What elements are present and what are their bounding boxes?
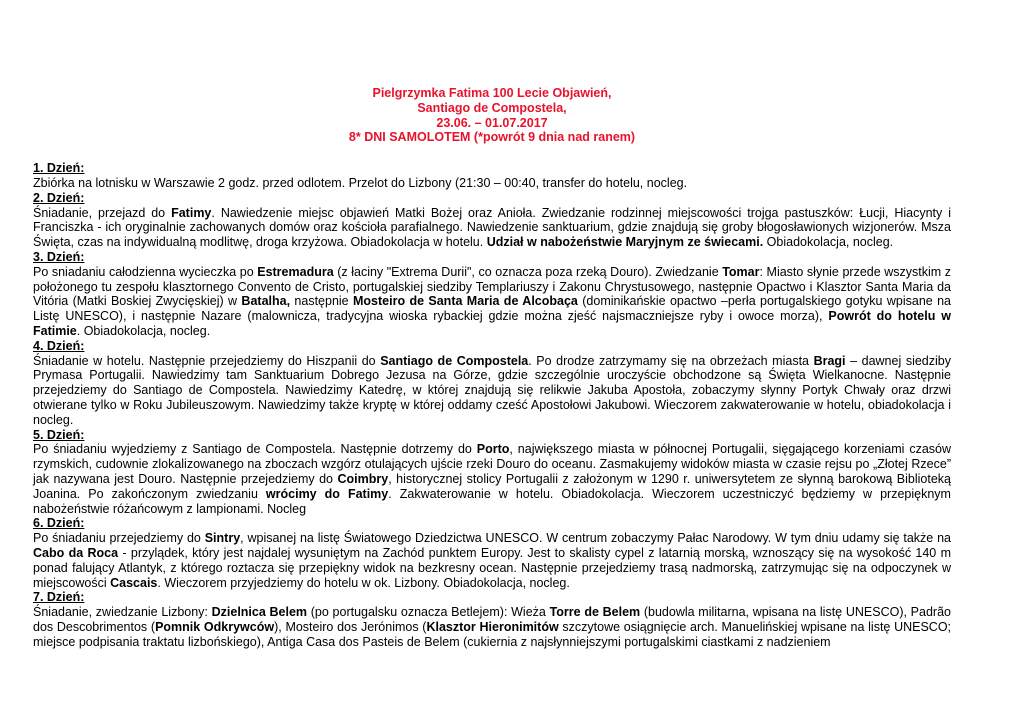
- highlight-text: Fatimy: [171, 205, 212, 220]
- highlight-text: Udział w nabożeństwie Maryjnym ze świecami.: [486, 235, 764, 250]
- body-text: . Nawiedzenie miejsc objawień Matki Bożej oraz Anioła. Zwiedzanie rodzinnej miejscowości trojga pastuszków: Łucji, Hiacynty i Franciszka - ich oryginalnie zachowanych domów oraz kościoła parafialnego. Nawiedzenie sanktuarium, gdzie znajdują się groby błogosławionych wizjonerów. Msza Święta, czas na indywidualną modlitwę, droga krzyżowa. Obiadokolacja w hotelu.: [33, 205, 951, 250]
- body-text: , największego miasta w północnej Portugalii, sięgającego korzeniami czasów rzymskich, cudownie zlokalizowanego na zboczach wzgórz otulających ujście rzeki Douro do oceanu. Zasmakujemy widoków miasta w czasie rejsu po „Złotej Rzece” jak nazywana jest Douro. Następnie przejedziemy do: [33, 442, 951, 486]
- body-text: Po sniadaniu całodzienna wycieczka po: [33, 264, 258, 279]
- body-text: ), Mosteiro dos Jerónimos (: [274, 619, 427, 634]
- body-text: Śniadanie w hotelu. Następnie przejedziemy do Hiszpanii do: [33, 353, 381, 368]
- body-text: . Zakwaterowanie w hotelu. Obiadokolacja. Wieczorem uczestniczyć będziemy w przepięknym nabożeństwie różańcowym z lampionami. Nocleg: [33, 486, 951, 516]
- day-title: 5. Dzień:: [33, 427, 85, 442]
- body-text: , historycznej stolicy Portugalii z założonym w 1290 r. uniwersytetem ze słynną barokową Biblioteką Joanina. Po zakończonym zwiedzaniu: [33, 471, 951, 501]
- body-text: Śniadanie, zwiedzanie Lizbony:: [33, 605, 212, 620]
- body-text: (budowla militarna, wpisana na listę UNESCO), Padrão dos Descobrimentos (: [33, 605, 951, 634]
- highlight-text: Powrót do hotelu w Fatimie: [33, 309, 952, 338]
- highlight-text: Estremadura: [257, 264, 334, 279]
- highlight-text: Santiago de Compostela: [380, 353, 529, 368]
- highlight-text: Klasztor Hieronimitów: [426, 619, 559, 634]
- highlight-text: wrócimy do Fatimy: [265, 486, 389, 501]
- body-text: następnie: [290, 294, 353, 309]
- day-description: [33, 206, 951, 250]
- body-text: . Po drodze zatrzymamy się na obrzeżach miasta: [528, 353, 814, 368]
- body-text: (po portugalsku oznacza Betlejem): Wieża: [307, 605, 550, 620]
- body-text: szczytowe osiągnięcie arch. Manuelińskiej wpisane na listę UNESCO; miejsce podpisania traktatu lizbońskiego), Antiga Casa dos Pasteis de Belem (cukiernia z najsłynniejszymi portugalskimi ciastkami z nadzieniem: [33, 619, 952, 649]
- document-page: [33, 86, 951, 649]
- highlight-text: Mosteiro de Santa Maria de Alcobaça: [353, 294, 578, 309]
- body-text: (z łaciny "Extrema Durii", co oznacza poza rzeką Douro). Zwiedzanie: [333, 264, 723, 279]
- day-description: [33, 442, 951, 516]
- document-header: [33, 86, 951, 145]
- body-text: . Obiadokolacja, nocleg.: [76, 323, 211, 338]
- highlight-text: Coimbry: [337, 471, 389, 486]
- day-description: [33, 265, 951, 339]
- header-destination: Santiago de Compostela,: [417, 100, 567, 115]
- body-text: Śniadanie, przejazd do: [33, 205, 172, 220]
- body-text: : Miasto słynie przede wszystkim z położonego tu zespołu klasztornego Convento de Cristo, portugalskiej siedziby Templariuszy i Zakonu Chrystusowego, następnie Opactwo i Klasztor Santa Maria da Vitória (Matki Boskiej Zwycięskiej) w: [33, 264, 951, 309]
- body-text: Po śniadaniu wyjedziemy z Santiago de Compostela. Następnie dotrzemy do: [33, 442, 477, 457]
- header-title: Pielgrzymka Fatima 100 Lecie Objawień,: [372, 86, 612, 100]
- header-transport: 8* DNI SAMOLOTEM (*powrót 9 dnia nad ranem): [348, 130, 636, 145]
- highlight-text: Cabo da Roca: [33, 545, 119, 560]
- body-text: – dawnej siedziby Prymasa Portugalii. Nawiedzimy tam Sanktuarium Dobrego Jezusa na Górze, gdzie szczególnie uroczyście obchodzone są Święta Wielkanocne. Następnie przejedziemy do Santiago de Compostela. Nawiedzimy Katedrę, w której znajdują się relikwie Jakuba Apostoła, zobaczymy słynny Portyk Chwały oraz drzwi otwierane tylko w Roku Jubileuszowym. Nawiedzimy także kryptę w której oddamy cześć Apostołowi Jakubowi. Wieczorem zakwaterowanie w hotelu, obiadokolacja i nocleg.: [33, 353, 951, 427]
- highlight-text: Dzielnica Belem: [211, 605, 308, 620]
- day-title: 6. Dzień:: [33, 516, 85, 531]
- body-text: Obiadokolacja, nocleg.: [763, 235, 894, 250]
- highlight-text: Cascais: [110, 575, 158, 590]
- highlight-text: Bragi: [813, 353, 846, 368]
- day-title: 7. Dzień:: [33, 590, 85, 605]
- day-description: [33, 354, 951, 428]
- day-description: [33, 531, 951, 590]
- body-text: . Wieczorem przyjedziemy do hotelu w ok. Lizbony. Obiadokolacja, nocleg.: [157, 575, 570, 590]
- day-title: 2. Dzień:: [33, 190, 85, 205]
- highlight-text: Tomar: [722, 264, 760, 279]
- highlight-text: Batalha,: [241, 294, 291, 309]
- highlight-text: Pomnik Odkrywców: [155, 619, 275, 634]
- body-text: Po śniadaniu przejedziemy do: [33, 531, 205, 546]
- day-title: 1. Dzień:: [33, 161, 85, 176]
- header-dates: 23.06. – 01.07.2017: [436, 115, 548, 130]
- itinerary: [33, 161, 951, 649]
- body-text: (dominikańskie opactwo –perła portugalskiego gotyku wpisane na Listę UNESCO), i następnie Nazare (malownicza, tradycyjna wioska rybackiej gdzie można zjeść najsmaczniejsze ryby i owoce morza),: [33, 294, 951, 324]
- day-description: [33, 605, 951, 649]
- highlight-text: Porto: [476, 442, 510, 457]
- day-description: [33, 176, 951, 191]
- day-title: 3. Dzień:: [33, 249, 85, 264]
- highlight-text: Torre de Belem: [549, 605, 641, 620]
- highlight-text: Sintry: [204, 531, 241, 546]
- body-text: , wpisanej na listę Światowego Dziedzictwa UNESCO. W centrum zobaczymy Pałac Narodowy. W tym dniu udamy się także na: [240, 531, 951, 546]
- day-title: 4. Dzień:: [33, 338, 85, 353]
- body-text: Zbiórka na lotnisku w Warszawie 2 godz. przed odlotem. Przelot do Lizbony (21:30 – 00:40, transfer do hotelu, nocleg.: [33, 175, 688, 190]
- body-text: - przylądek, który jest najdalej wysuniętym na Zachód punktem Europy. Jest to skalisty cypel z latarnią morską, wznoszący się na wysokość 140 m ponad falujący Atlantyk, z którego roztacza się przepiękny widok na bezkresny ocean. Następnie przejedziemy trasą nadmorską, zatrzymując się na odpoczynek w miejscowości: [33, 545, 951, 590]
